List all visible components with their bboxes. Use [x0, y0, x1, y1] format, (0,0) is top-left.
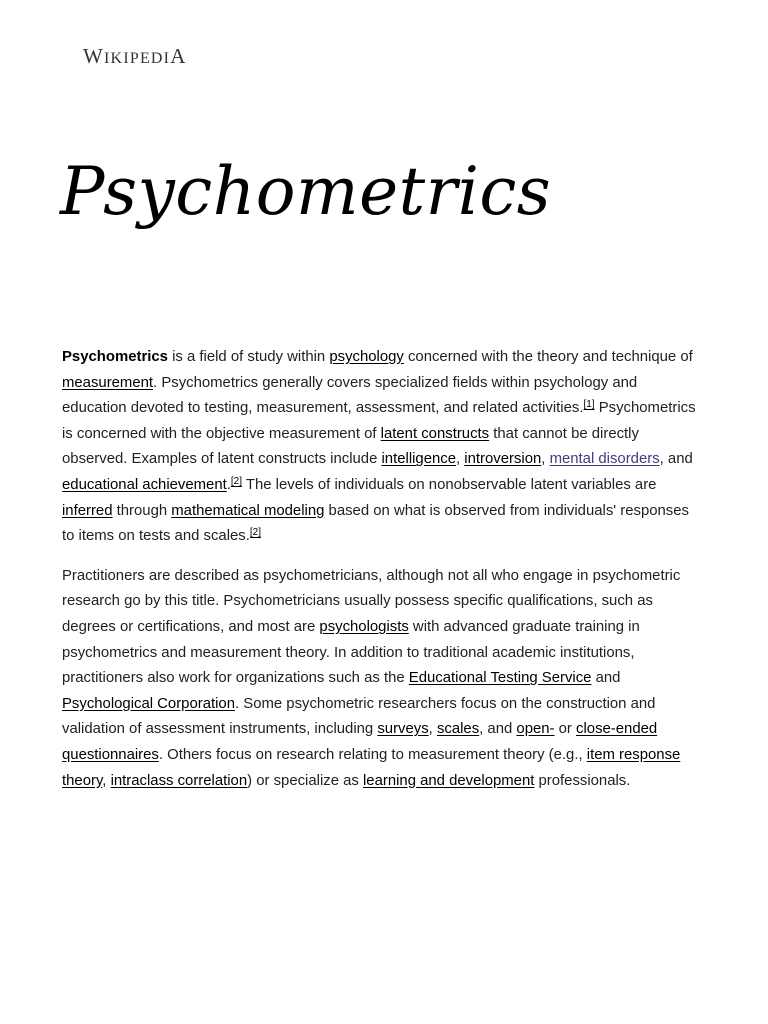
reference-link-1[interactable]: [1]: [583, 399, 595, 411]
text-run: with advanced graduate training in: [408, 618, 640, 635]
text-run: is concerned with the objective measurement of: [62, 425, 381, 442]
text-line: [62, 524, 722, 550]
text-line: [62, 564, 722, 590]
text-run: that cannot be directly: [489, 425, 639, 442]
link-introversion[interactable]: introversion: [464, 451, 542, 468]
text-run: ,: [102, 772, 111, 789]
link-mental-disorders[interactable]: mental disorders: [549, 451, 660, 468]
reference-link-2[interactable]: [2]: [230, 475, 243, 487]
wordmark-ikipedi: IKIPEDI: [104, 50, 171, 67]
text-run: validation of assessment instruments, including: [62, 721, 378, 738]
text-run: professionals.: [534, 772, 631, 789]
link-intraclass-correlation[interactable]: intraclass correlation: [110, 772, 248, 789]
reference-link-2[interactable]: [2]: [249, 527, 262, 539]
text-run: research go by this title. Psychometricians usually possess specific qualifications, such as: [62, 593, 653, 610]
text-run: and: [591, 670, 621, 687]
link-inferred[interactable]: inferred: [62, 502, 113, 519]
text-run: , and: [479, 721, 517, 738]
text-run: . Some psychometric researchers focus on the construction and: [235, 695, 656, 712]
text-run: observed. Examples of latent constructs include: [62, 451, 382, 468]
text-line: [62, 396, 722, 422]
text-run: . Psychometrics generally covers specialized fields within psychology and: [153, 374, 638, 391]
text-run: , and: [659, 451, 693, 468]
text-line: [62, 371, 722, 397]
text-run: The levels of individuals on nonobservable latent variables are: [242, 476, 657, 493]
wordmark-a: A: [170, 44, 187, 68]
text-run: degrees or certifications, and most are: [62, 618, 320, 635]
link-psychology[interactable]: psychology: [329, 349, 404, 365]
reference-sup: [231, 476, 242, 487]
text-run: ,: [428, 721, 437, 738]
text-line: [62, 717, 722, 743]
link-learning-and-development[interactable]: learning and development: [363, 772, 535, 789]
text-line: [62, 589, 722, 615]
text-run: education devoted to testing, measurement, assessment, and related activities.: [62, 400, 584, 417]
text-line: [62, 615, 722, 641]
text-run: through: [112, 502, 172, 519]
link-close-ended[interactable]: close-ended: [576, 721, 658, 738]
link-open[interactable]: open-: [516, 721, 555, 738]
text-run: practitioners also work for organizations such as the: [62, 670, 409, 687]
text-line: [62, 473, 722, 499]
text-line: [62, 422, 722, 448]
text-run: concerned with the theory and technique of: [403, 349, 693, 365]
paragraph-practitioners: [62, 564, 722, 794]
bold-term: Psychometrics: [62, 349, 168, 365]
link-surveys[interactable]: surveys: [377, 721, 429, 738]
reference-sup: [583, 399, 594, 410]
text-run: . Others focus on research relating to measurement theory (e.g.,: [158, 746, 587, 763]
text-run: to items on tests and scales.: [62, 528, 250, 545]
text-line: [62, 345, 722, 371]
text-run: or: [554, 721, 577, 738]
wordmark-w: W: [83, 44, 105, 68]
link-measurement[interactable]: measurement: [62, 374, 154, 391]
paragraph-intro: [62, 345, 722, 550]
reference-sup: [250, 527, 261, 538]
link-educational-testing-service[interactable]: Educational Testing Service: [408, 670, 592, 687]
text-run: is a field of study within: [167, 349, 330, 365]
link-mathematical-modeling[interactable]: mathematical modeling: [171, 502, 325, 519]
text-line: [62, 641, 722, 667]
text-line: [62, 743, 722, 769]
wikipedia-wordmark[interactable]: [83, 44, 187, 69]
link-scales[interactable]: scales: [436, 721, 480, 738]
link-questionnaires[interactable]: questionnaires: [62, 746, 159, 763]
link-intelligence[interactable]: intelligence: [381, 451, 457, 468]
link-item-response-theory[interactable]: theory: [62, 772, 103, 789]
text-run: ,: [541, 451, 550, 468]
link-educational-achievement[interactable]: educational achievement: [62, 476, 227, 493]
text-line: [62, 666, 722, 692]
text-run: ) or specialize as: [247, 772, 363, 789]
text-line: [62, 499, 722, 525]
link-latent-constructs[interactable]: latent constructs: [380, 425, 490, 442]
link-psychologists[interactable]: psychologists: [319, 618, 409, 635]
text-line: [62, 769, 722, 795]
text-line: [62, 692, 722, 718]
link-item-response-theory[interactable]: item response: [586, 746, 681, 763]
text-run: Practitioners are described as psychometricians, although not all who engage in psychometric: [62, 567, 681, 584]
text-line: [62, 447, 722, 473]
text-run: .: [226, 476, 231, 493]
text-run: based on what is observed from individuals' responses: [324, 502, 689, 519]
page-title: Psychometrics: [60, 153, 552, 230]
text-run: Psychometrics: [594, 400, 696, 417]
link-psychological-corporation[interactable]: Psychological Corporation: [62, 695, 235, 712]
text-run: ,: [456, 451, 465, 468]
article-body: [62, 345, 722, 808]
text-run: psychometrics and measurement theory. In addition to traditional academic institutions,: [62, 644, 635, 661]
